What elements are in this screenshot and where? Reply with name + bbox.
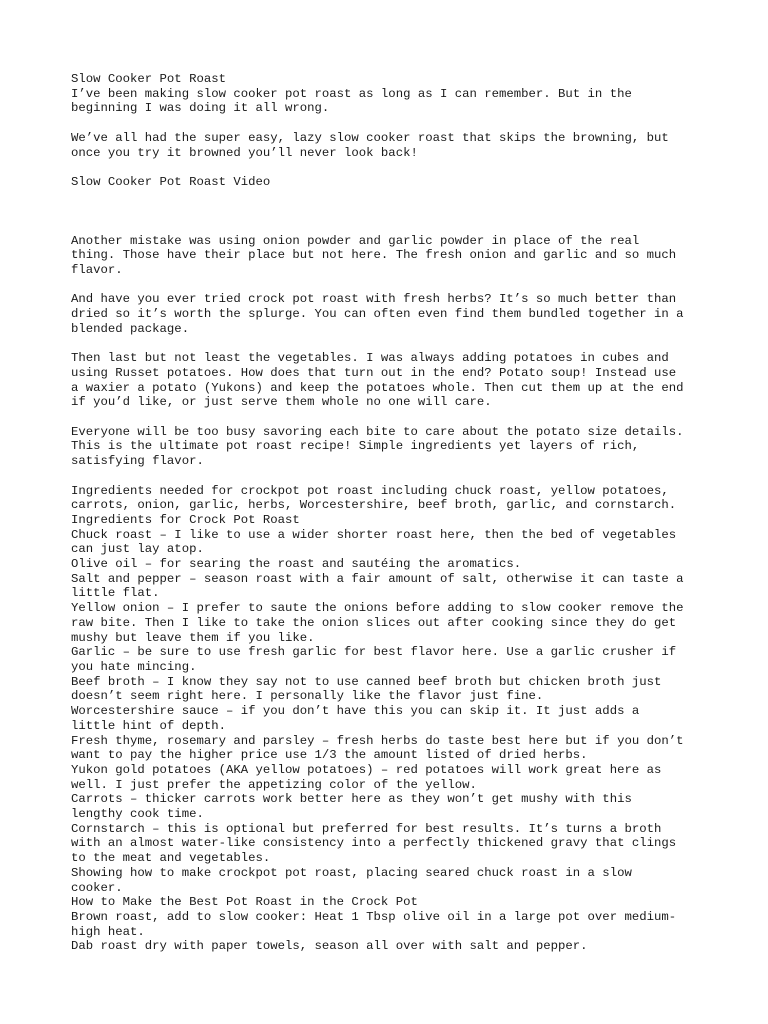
text-line: you hate mincing. bbox=[71, 659, 197, 674]
text-line: Brown roast, add to slow cooker: Heat 1 Tbsp olive oil in a large pot over medium- bbox=[71, 909, 677, 924]
text-line: And have you ever tried crock pot roast with fresh herbs? It’s so much better than bbox=[71, 292, 677, 307]
text-line: beginning I was doing it all wrong. bbox=[71, 101, 330, 116]
text-line: thing. Those have their place but not here. The fresh onion and garlic and so much bbox=[71, 248, 677, 263]
text-line: Garlic – be sure to use fresh garlic for best flavor here. Use a garlic crusher if bbox=[71, 645, 677, 660]
text-line: I’ve been making slow cooker pot roast as long as I can remember. But in the bbox=[71, 86, 632, 101]
text-line: cooker. bbox=[71, 880, 123, 895]
text-line: well. I just prefer the appetizing color of the yellow. bbox=[71, 777, 477, 792]
text-line: can just lay atop. bbox=[71, 542, 204, 557]
blank-line bbox=[71, 410, 711, 425]
text-line: This is the ultimate pot roast recipe! Simple ingredients yet layers of rich, bbox=[71, 439, 640, 454]
text-line: Beef broth – I know they say not to use canned beef broth but chicken broth just bbox=[71, 674, 662, 689]
text-line: Worcestershire sauce – if you don’t have this you can skip it. It just adds a bbox=[71, 704, 640, 719]
blank-line bbox=[71, 219, 711, 234]
text-line: Slow Cooker Pot Roast Video bbox=[71, 174, 271, 189]
text-line: Ingredients for Crock Pot Roast bbox=[71, 512, 300, 527]
text-line: Chuck roast – I like to use a wider shorter roast here, then the bed of vegetables bbox=[71, 527, 677, 542]
blank-line bbox=[71, 190, 711, 205]
text-line: lengthy cook time. bbox=[71, 807, 204, 822]
text-line: Cornstarch – this is optional but preferred for best results. It’s turns a broth bbox=[71, 821, 662, 836]
text-line: dried so it’s worth the splurge. You can often even find them bundled together in a bbox=[71, 307, 684, 322]
text-line: Everyone will be too busy savoring each bite to care about the potato size details. bbox=[71, 424, 684, 439]
blank-line bbox=[71, 160, 711, 175]
text-line: Ingredients needed for crockpot pot roast including chuck roast, yellow potatoes, bbox=[71, 483, 669, 498]
text-line: Fresh thyme, rosemary and parsley – fresh herbs do taste best here but if you don’t bbox=[71, 733, 684, 748]
text-line: once you try it browned you’ll never look back! bbox=[71, 145, 418, 160]
blank-line bbox=[71, 116, 711, 131]
blank-line bbox=[71, 337, 711, 352]
text-line: carrots, onion, garlic, herbs, Worcestershire, beef broth, garlic, and cornstarch. bbox=[71, 498, 677, 513]
text-line: mushy but leave them if you like. bbox=[71, 630, 315, 645]
blank-line bbox=[71, 204, 711, 219]
text-line: Yellow onion – I prefer to saute the onions before adding to slow cooker remove the bbox=[71, 601, 684, 616]
text-line: with an almost water-like consistency into a perfectly thickened gravy that clings bbox=[71, 836, 677, 851]
text-line: little flat. bbox=[71, 586, 160, 601]
text-line: Dab roast dry with paper towels, season all over with salt and pepper. bbox=[71, 939, 588, 954]
text-line: a waxier a potato (Yukons) and keep the potatoes whole. Then cut them up at the end bbox=[71, 380, 684, 395]
text-line: Salt and pepper – season roast with a fair amount of salt, otherwise it can taste a bbox=[71, 571, 684, 586]
text-line: doesn’t seem right here. I personally like the flavor just fine. bbox=[71, 689, 544, 704]
text-line: Carrots – thicker carrots work better here as they won’t get mushy with this bbox=[71, 792, 632, 807]
document-page bbox=[71, 72, 711, 954]
text-line: Olive oil – for searing the roast and sautéing the aromatics. bbox=[71, 557, 522, 572]
text-line: Showing how to make crockpot pot roast, placing seared chuck roast in a slow bbox=[71, 865, 632, 880]
blank-line bbox=[71, 469, 711, 484]
text-line: want to pay the higher price use 1/3 the amount listed of dried herbs. bbox=[71, 748, 588, 763]
text-line: blended package. bbox=[71, 321, 190, 336]
text-line: little hint of depth. bbox=[71, 718, 226, 733]
text-line: We’ve all had the super easy, lazy slow cooker roast that skips the browning, but bbox=[71, 130, 669, 145]
text-line: to the meat and vegetables. bbox=[71, 851, 271, 866]
text-line: high heat. bbox=[71, 924, 145, 939]
text-line: satisfying flavor. bbox=[71, 454, 204, 469]
text-line: Then last but not least the vegetables. I was always adding potatoes in cubes and bbox=[71, 351, 669, 366]
text-line: using Russet potatoes. How does that turn out in the end? Potato soup! Instead use bbox=[71, 365, 677, 380]
blank-line bbox=[71, 278, 711, 293]
text-line: Another mistake was using onion powder and garlic powder in place of the real bbox=[71, 233, 640, 248]
text-line: flavor. bbox=[71, 263, 123, 278]
text-line: raw bite. Then I like to take the onion slices out after cooking since they do get bbox=[71, 615, 677, 630]
text-line: if you’d like, or just serve them whole no one will care. bbox=[71, 395, 492, 410]
text-line: Slow Cooker Pot Roast bbox=[71, 72, 226, 86]
text-line: How to Make the Best Pot Roast in the Crock Pot bbox=[71, 895, 418, 910]
text-line: Yukon gold potatoes (AKA yellow potatoes) – red potatoes will work great here as bbox=[71, 762, 662, 777]
